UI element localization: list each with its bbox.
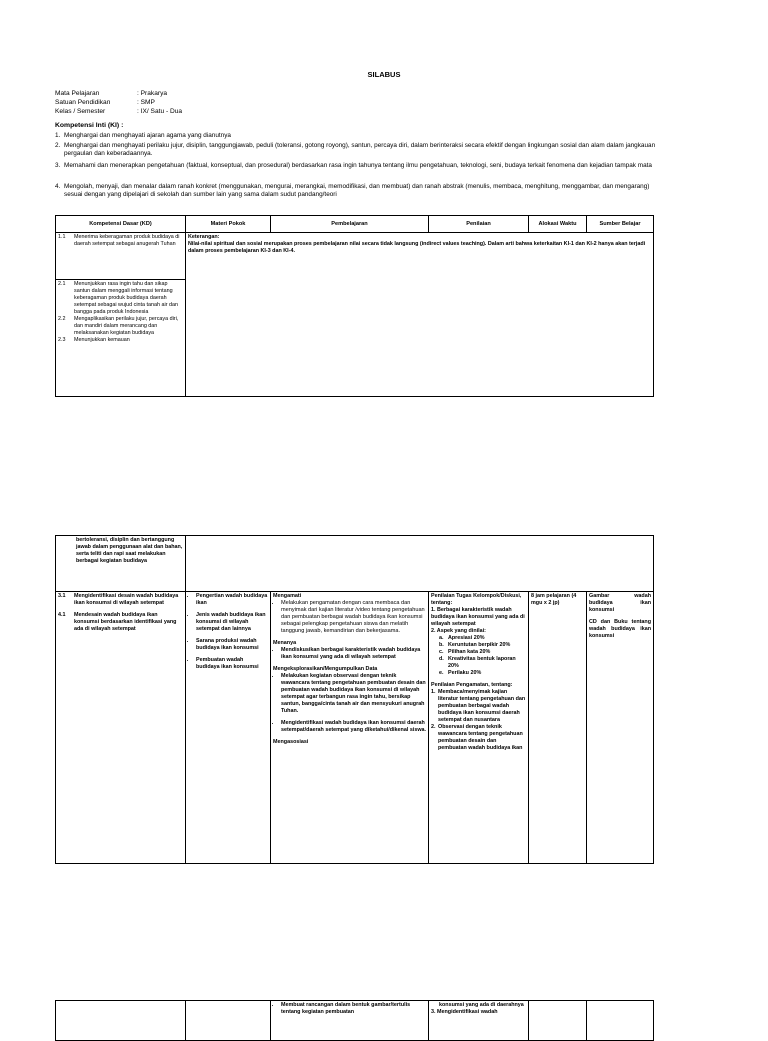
aspek-letter: b. (439, 642, 444, 648)
kd-item (58, 593, 183, 607)
kd-cell (56, 592, 186, 864)
ki-item-3 (55, 162, 665, 170)
empty-cell (56, 1001, 186, 1041)
kd-text: Mengaplikasikan perilaku jujur, percaya diri, dan mandiri dalam merancang dan melaksanakan kegiatan budidaya (74, 316, 179, 336)
materi-item: • Pembuatan wadah budidaya ikan konsumsi (196, 657, 268, 671)
ki-text: Mengolah, menyaji, dan menalar dalam ranah konkret (menggunakan, mengurai, merangkai, memodifikasi, dan membuat) dan ranah abstrak (menulis, membaca, menghitung, menggambar, dan mengarang) sesuai dengan yang dipelajari di sekolah dan sumber lain yang sama dalam sudut pandang/teori (64, 183, 650, 199)
meta-row-subject (55, 90, 167, 99)
pembelajaran-item: • Membuat rancangan dalam bentuk gambar/tertulis tentang kegiatan pembuatan (281, 1002, 426, 1016)
kd-continuation-text: bertoleransi, disiplin dan bertanggung jawab dalam penggunaan alat dan bahan, serta teliti dan rapi saat melakukan berbagai kegiatan budidaya (76, 537, 183, 564)
meta-value: : IX/ Satu - Dua (137, 108, 183, 115)
syllabus-table-page3 (55, 1000, 654, 1041)
pembelajaran-cell (271, 592, 429, 864)
kd-item (58, 281, 183, 316)
mengamati-heading: Mengamati (273, 593, 302, 599)
aspek-letter: a. (439, 635, 444, 641)
nilai-amat-heading: Penilaian Pengamatan, tentang: (431, 682, 513, 688)
keterangan-cell (186, 233, 654, 397)
materi-item: • Pengertian wadah budidaya ikan (196, 593, 268, 607)
eksplor-item: • Melakukan kegiatan observasi dengan teknik wawancara tentang pengetahuan pembuatan desain dan pembuatan wadah budidaya ikan konsumsi di wilayah setempat agar terbangun rasa ingin tahu, bersikap santun, bangga/cinta tanah air dan mensyukuri anugrah Tuhan. (281, 673, 426, 715)
nilai-amat-item: 2. Observasi dengan teknik wawancara tentang pengetahuan pembuatan desain dan pembuatan wadah budidaya ikan (431, 724, 526, 752)
pembelajaran-cell (271, 1001, 429, 1041)
nilai-tugas-text: Berbagai karakteristik wadah budidaya ikan konsumsi yang ada di wilayah setempat (431, 607, 525, 627)
ki-item-4 (55, 183, 665, 200)
ki-number: 3. (55, 162, 61, 169)
header-penilaian: Penilaian (429, 216, 529, 233)
nilai-amat-item: 1. Membaca/menyimak kajian literatur tentang pengetahuan dan pembuatan berbagai wadah budidaya ikan konsumsi daerah setempat dan nusantara (431, 689, 526, 723)
document-title: SILABUS (367, 70, 401, 79)
kd-text: Mendesain wadah budidaya ikan konsumsi berdasarkan identifikasi yang ada di wilayah setempat (74, 612, 177, 632)
aspek-letter: d. (439, 656, 444, 662)
aspek-text: Apresiasi 20% (448, 635, 485, 641)
meta-row-class (55, 108, 182, 117)
meta-value: : SMP (137, 99, 155, 106)
aspek-item (439, 635, 526, 642)
kd-text: Menunjukkan rasa ingin tahu dan sikap santun dalam menggali informasi tentang keberagaman produk budidaya daerah setempat sebagai wujud cinta tanah air dan bangga pada produk Indonesia (74, 281, 178, 315)
penilaian-cell (429, 1001, 529, 1041)
sumber-item: CD dan Buku tentang wadah budidaya ikan konsumsi (589, 619, 651, 639)
header-materi: Materi Pokok (186, 216, 271, 233)
menanya-text: • Mendiskusikan berbagai karakteristik wadah budidaya ikan konsumsi yang ada di wilayah setempat (281, 647, 426, 661)
kd-item (58, 234, 183, 248)
aspek-text: Kreativitas bentuk laporan 20% (448, 656, 516, 669)
kd-continuation-cell (56, 536, 186, 592)
aspek-letter: e. (439, 670, 444, 676)
nilai-amat-text: Observasi dengan teknik wawancara tentang pengetahuan pembuatan desain dan pembuatan wadah budidaya ikan (438, 724, 523, 751)
ki-number: 1. (55, 132, 61, 139)
empty-cell (529, 1001, 587, 1041)
header-kd: Kompetensi Dasar (KD) (56, 216, 186, 233)
meta-value: : Prakarya (137, 90, 168, 97)
header-alokasi: Alokasi Waktu (529, 216, 587, 233)
empty-cell (186, 536, 654, 592)
materi-item: • Sarana produksi wadah budidaya ikan konsumsi (196, 638, 268, 652)
penilaian-cell (429, 592, 529, 864)
kd-item (58, 612, 183, 633)
eksplor-item: • Mengidentifikasi wadah budidaya ikan konsumsi daerah setempat/daerah setempat yang diketahui/dikenal siswa. (281, 720, 426, 734)
keterangan-label: Keterangan: (188, 234, 220, 240)
nilai-tugas-item: 2. Aspek yang dinilai: (431, 628, 486, 634)
kd-item (58, 337, 183, 344)
aspek-letter: c. (439, 649, 444, 655)
kd-number: 2.2 (58, 316, 66, 322)
ki-item-1 (55, 132, 665, 140)
menanya-heading: Menanya (273, 640, 297, 646)
alokasi-cell: 8 jam pelajaran (4 mgu x 2 jp) (529, 592, 587, 864)
ki-text: Menghargai dan menghayati ajaran agama yang dianutnya (64, 132, 231, 139)
empty-cell (587, 1001, 654, 1041)
aspek-text: Keruntutan berpikir 20% (448, 642, 511, 648)
kd-number: 2.1 (58, 281, 66, 287)
aspek-item (439, 649, 526, 656)
penilaian-text: 3. Mengidentifikasi wadah (431, 1009, 498, 1015)
mengamati-text: • Melakukan pengamatan dengan cara membaca dan menyimak dari kajian literatur /video tentang pengetahuan dan pembuatan berbagai wadah budidaya ikan konsumsi sebagai pelengkap pengetahuan siswa dan melatih tanggung jawab, kemandirian dan bekerjasama. (281, 600, 426, 635)
kd-number: 1.1 (58, 234, 66, 240)
syllabus-table-page1 (55, 215, 654, 397)
meta-key: Kelas / Semester (55, 108, 106, 115)
meta-row-school (55, 99, 155, 108)
syllabus-table-page2 (55, 535, 654, 864)
keterangan-text: Nilai-nilai spiritual dan sosial merupakan proses pembelajaran nilai secara tidak langsung (indirect values teaching). Dalam arti bahwa keterkaitan KI-1 dan KI-2 hanya akan terjadi dalam proses pembelajaran KI-3 dan KI-4. (188, 241, 646, 254)
kd-number: 3.1 (58, 593, 66, 599)
nilai-tugas-item: 1. Berbagai karakteristik wadah budidaya ikan konsumsi yang ada di wilayah setempat (431, 607, 525, 627)
ki-number: 2. (55, 142, 61, 149)
nilai-amat-text: Membaca/menyimak kajian literatur tentang pengetahuan dan pembuatan berbagai wadah budidaya ikan konsumsi daerah setempat dan nusantara (438, 689, 526, 723)
aspek-item (439, 670, 526, 677)
meta-key: Mata Pelajaran (55, 90, 100, 97)
empty-cell (186, 1001, 271, 1041)
ki-text: Menghargai dan menghayati perilaku jujur, disiplin, tanggungjawab, peduli (toleransi, gotong royong), santun, percaya diri, dalam berinteraksi secara efektif dengan lingkungan sosial dan alam dalam jangkauan pergaulan dan keberadaannya. (64, 142, 656, 158)
kd-cell (56, 280, 186, 397)
nilai-tugas-text: Aspek yang dinilai: (436, 628, 486, 634)
aspek-item (439, 656, 526, 670)
ki-number: 4. (55, 183, 61, 190)
kd-number: 2.3 (58, 337, 66, 343)
nilai-tugas-heading: Penilaian Tugas Kelompok/Diskusi, tentang: (431, 593, 522, 606)
sumber-cell (587, 592, 654, 864)
kd-text: Menunjukkan kemauan (74, 337, 130, 343)
asosiasi-heading: Mengasosiasi (273, 739, 309, 745)
ki-text: Memahami dan menerapkan pengetahuan (faktual, konseptual, dan prosedural) berdasarkan rasa ingin tahunya tentang ilmu pengetahuan, teknologi, seni, budaya terkait fenomena dan kejadian tampak mata (64, 162, 652, 169)
sumber-item: Gambar wadah budidaya ikan konsumsi (589, 593, 651, 613)
aspek-text: Perilaku 20% (448, 670, 482, 676)
header-pembelajaran: Pembelajaran (271, 216, 429, 233)
ki-item-2 (55, 142, 665, 159)
kd-number: 4.1 (58, 612, 66, 618)
meta-key: Satuan Pendidikan (55, 99, 111, 106)
eksplor-heading: Mengeksplorasikan/Mengumpulkan Data (273, 666, 378, 672)
materi-cell (186, 592, 271, 864)
penilaian-text: konsumsi yang ada di daerahnya (439, 1002, 524, 1008)
kd-item (58, 316, 183, 337)
header-sumber: Sumber Belajar (587, 216, 654, 233)
kd-text: Mengidentifikasi desain wadah budidaya ikan konsumsi di wilayah setempat (74, 593, 179, 606)
kd-cell (56, 233, 186, 280)
kd-text: Menerima keberagaman produk budidaya di daerah setempat sebagai anugerah Tuhan (74, 234, 180, 247)
aspek-item (439, 642, 526, 649)
aspek-text: Pilihan kata 20% (448, 649, 491, 655)
ki-heading: Kompetensi Inti (KI) : (55, 122, 124, 129)
materi-item: • Jenis wadah budidaya ikan konsumsi di wilayah setempat dan lainnya (196, 612, 268, 633)
